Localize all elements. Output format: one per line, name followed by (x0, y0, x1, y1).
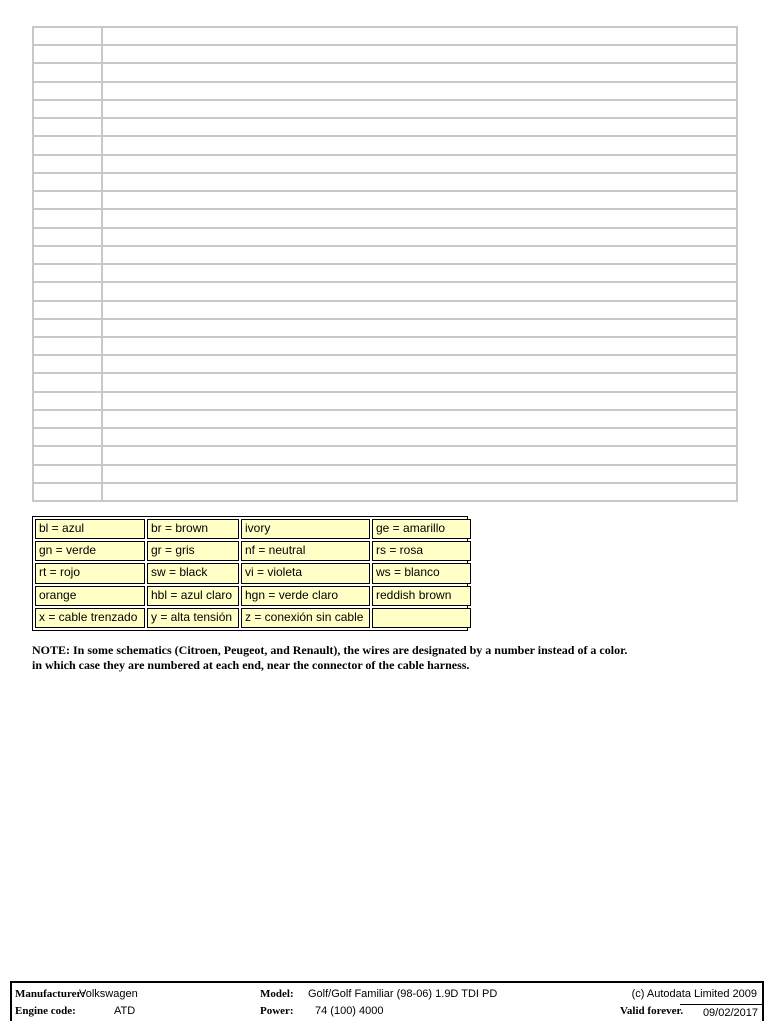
table-cell (34, 302, 103, 318)
table-row (34, 411, 736, 429)
legend-cell: z = conexión sin cable (241, 608, 370, 628)
legend-cell: ivory (241, 519, 370, 539)
table-cell (103, 83, 736, 99)
table-row (34, 320, 736, 338)
table-row (34, 484, 736, 500)
table-cell (34, 283, 103, 299)
table-row (34, 429, 736, 447)
legend-cell: sw = black (147, 563, 239, 583)
empty-data-table (32, 26, 738, 502)
legend-cell: vi = violeta (241, 563, 370, 583)
legend-cell: nf = neutral (241, 541, 370, 561)
table-cell (34, 374, 103, 390)
table-row (34, 374, 736, 392)
table-cell (34, 174, 103, 190)
table-cell (103, 64, 736, 80)
date-value: 09/02/2017 (702, 1007, 758, 1019)
table-cell (34, 393, 103, 409)
table-cell (103, 320, 736, 336)
legend-cell: x = cable trenzado (35, 608, 145, 628)
legend-cell: ge = amarillo (372, 519, 471, 539)
wire-color-legend (32, 516, 468, 631)
engine-code-value: ATD (114, 1005, 136, 1017)
table-cell (34, 356, 103, 372)
legend-cell: reddish brown (372, 586, 471, 606)
table-cell (103, 374, 736, 390)
table-cell (103, 28, 736, 44)
table-cell (103, 466, 736, 482)
table-cell (103, 156, 736, 172)
date-box (680, 1004, 762, 1021)
table-row (34, 28, 736, 46)
table-row (34, 302, 736, 320)
table-row (34, 229, 736, 247)
table-cell (103, 411, 736, 427)
table-cell (103, 229, 736, 245)
table-row (34, 466, 736, 484)
table-cell (103, 338, 736, 354)
table-cell (34, 137, 103, 153)
table-row (34, 265, 736, 283)
legend-cell: y = alta tensión (147, 608, 239, 628)
table-row (34, 46, 736, 64)
legend-cell: gn = verde (35, 541, 145, 561)
table-cell (34, 101, 103, 117)
table-row (34, 156, 736, 174)
legend-cell: gr = gris (147, 541, 239, 561)
table-cell (103, 192, 736, 208)
copyright-text: (c) Autodata Limited 2009 (631, 988, 757, 1000)
legend-cell: orange (35, 586, 145, 606)
model-label: Model: (260, 988, 294, 1000)
vehicle-info-footer (10, 981, 764, 1021)
legend-cell: ws = blanco (372, 563, 471, 583)
table-row (34, 210, 736, 228)
legend-cell (372, 608, 471, 628)
legend-cell: br = brown (147, 519, 239, 539)
table-cell (34, 64, 103, 80)
table-row (34, 174, 736, 192)
manufacturer-label: Manufacturer: (15, 988, 86, 1000)
table-cell (34, 466, 103, 482)
table-cell (103, 447, 736, 463)
table-cell (34, 411, 103, 427)
table-cell (103, 429, 736, 445)
table-row (34, 283, 736, 301)
table-cell (34, 338, 103, 354)
table-cell (34, 192, 103, 208)
engine-code-label: Engine code: (15, 1005, 76, 1017)
legend-cell: rt = rojo (35, 563, 145, 583)
legend-cell: bl = azul (35, 519, 145, 539)
table-cell (103, 247, 736, 263)
note-text (32, 643, 732, 673)
table-cell (34, 46, 103, 62)
table-row (34, 83, 736, 101)
table-row (34, 192, 736, 210)
note-line-1: NOTE: In some schematics (Citroen, Peugeot, and Renault), the wires are designated by a number instead of a color. (32, 643, 628, 657)
table-cell (34, 156, 103, 172)
table-cell (103, 283, 736, 299)
table-cell (34, 484, 103, 500)
table-row (34, 64, 736, 82)
legend-cell: hbl = azul claro (147, 586, 239, 606)
table-cell (34, 247, 103, 263)
table-cell (103, 265, 736, 281)
legend-cell: hgn = verde claro (241, 586, 370, 606)
table-cell (34, 229, 103, 245)
table-cell (103, 119, 736, 135)
table-cell (34, 210, 103, 226)
table-cell (34, 83, 103, 99)
table-cell (103, 174, 736, 190)
manufacturer-value: Volkswagen (79, 988, 138, 1000)
table-row (34, 247, 736, 265)
legend-cell: rs = rosa (372, 541, 471, 561)
model-value: Golf/Golf Familiar (98-06) 1.9D TDI PD (308, 988, 498, 1000)
table-cell (34, 429, 103, 445)
table-cell (103, 137, 736, 153)
table-row (34, 356, 736, 374)
power-label: Power: (260, 1005, 294, 1017)
table-row (34, 393, 736, 411)
table-cell (34, 28, 103, 44)
table-cell (34, 447, 103, 463)
table-cell (103, 393, 736, 409)
table-cell (103, 101, 736, 117)
table-row (34, 447, 736, 465)
table-cell (103, 356, 736, 372)
table-cell (34, 119, 103, 135)
table-row (34, 137, 736, 155)
table-row (34, 338, 736, 356)
table-cell (34, 265, 103, 281)
table-cell (103, 46, 736, 62)
valid-forever-label: Valid forever. (620, 1005, 684, 1017)
table-cell (103, 210, 736, 226)
power-value: 74 (100) 4000 (315, 1005, 384, 1017)
table-row (34, 101, 736, 119)
table-row (34, 119, 736, 137)
table-cell (103, 302, 736, 318)
note-line-2: in which case they are numbered at each end, near the connector of the cable harness. (32, 658, 470, 672)
table-cell (34, 320, 103, 336)
table-cell (103, 484, 736, 500)
